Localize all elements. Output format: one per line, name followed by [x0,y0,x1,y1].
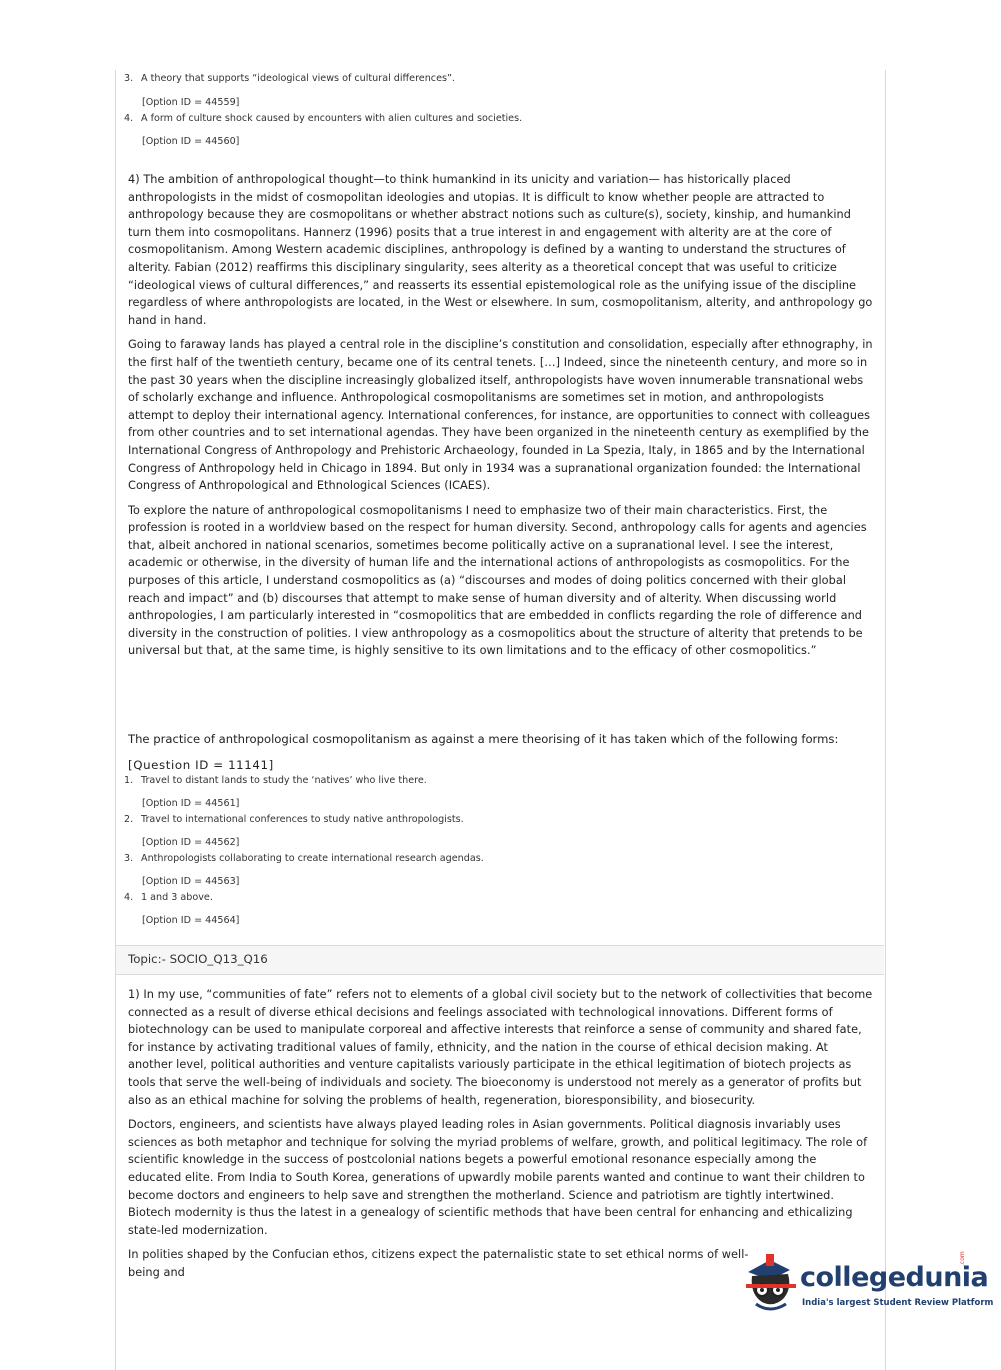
option-item[interactable]: 3. Anthropologists collaborating to create international research agendas. [124,853,484,864]
brand-name: collegedunia [800,1262,989,1293]
option-item[interactable]: 1. Travel to distant lands to study the ‘natives’ who live there. [124,775,427,786]
passage-paragraph: Going to faraway lands has played a central role in the discipline’s constitution and consolidation, especially after ethnography, in the first half of the twentieth century, became one of its central tenets. […] Indeed, since the nineteenth century, and more so in the past 30 years when the discipline increasingly globalized itself, anthropologists have woven innumerable transnational webs of scholarly exchange and influence. Anthropological cosmopolitanisms are sometimes set in motion, and anthropologists attempt to deploy their international agency. International conferences, for instance, are opportunities to connect with colleagues from other countries and to set international agendas. They have been organized in the nineteenth century as exemplified by the International Congress of Anthropology and Prehistoric Archaeology, founded in La Spezia, Italy, in 1865 and by the International Congress of Anthropology held in Chicago in 1894. But only in 1934 was a supranational organization founded: the International Congress of Anthropological and Ethnological Sciences (ICAES). [128,338,873,493]
topic-header [116,945,884,975]
passage-paragraph: 1) In my use, “communities of fate” refers not to elements of a global civil society but to the network of collectivities that become connected as a result of diverse ethical decisions and feelings associated with technological innovations. Different forms of biotechnology can be used to manipulate corporeal and affective interests that reinforce a sense of community and shared fate, for instance by activating traditional values of family, ethnicity, and the nation in the course of ethical decision making. At another level, political authorities and venture capitalists variously participate in the ethical legitimation of biotech projects as tools that serve the well-being of individuals and society. The bioeconomy is understood not merely as a generator of profits but also as an ethical machine for solving the problems of health, regeneration, bioresponsibility, and biosecurity. [128,988,873,1107]
passage-anthropology [128,171,873,667]
passage-paragraph: To explore the nature of anthropological cosmopolitanisms I need to emphasize two of their main characteristics. First, the profession is rooted in a worldview based on the respect for human diversity. Second, anthropology calls for agents and agencies that, albeit anchored in national scenarios, sometimes become politically active on a supranational level. I see the interest, academic or otherwise, in the diversity of human life and the international actions of anthropologists as cosmopolitics. For the purposes of this article, I understand cosmopolitics as (a) “discourses and modes of doing politics concerned with their global reach and impact” and (b) discourses that attempt to make sense of human diversity and of alterity. When discussing world anthropologies, I am particularly interested in “cosmopolitics that are embedded in conflicts regarding the role of difference and diversity in the construction of polities. I view anthropology as a cosmopolitics about the structure of alterity that pretends to be universal but that, at the same time, is highly sensitive to its own limitations and to the efficacy of other cosmopolitics.” [128,503,867,658]
option-item[interactable]: 4. A form of culture shock caused by encounters with alien cultures and societies. [124,113,523,124]
option-id: [Option ID = 44560] [142,136,240,147]
option-item[interactable]: 2. Travel to international conferences to study native anthropologists. [124,814,464,825]
passage-paragraph: In polities shaped by the Confucian ethos, citizens expect the paternalistic state to set ethical norms of well-being and [128,1248,749,1279]
option-id: [Option ID = 44559] [142,97,240,108]
option-item[interactable]: 3. A theory that supports “ideological views of cultural differences”. [124,73,455,84]
passage-biotech [128,986,873,1289]
option-id: [Option ID = 44564] [142,915,240,926]
question-id: [Question ID = 11141] [128,758,274,772]
collegedunia-watermark [740,1250,994,1320]
mascot-icon [740,1250,802,1320]
option-id: [Option ID = 44562] [142,837,240,848]
option-id: [Option ID = 44561] [142,798,240,809]
brand-dotcom: .com [959,1251,966,1266]
question-stem: The practice of anthropological cosmopolitanism as against a mere theorising of it has taken which of the following forms: [128,732,839,746]
passage-paragraph: Doctors, engineers, and scientists have always played leading roles in Asian governments. Political diagnosis invariably uses sciences as both metaphor and technique for solving the myriad problems of welfare, growth, and political legitimacy. The role of scientific knowledge in the success of postcolonial nations begets a powerful emotional resonance especially among the educated elite. From India to South Korea, generations of upwardly mobile parents wanted and continue to want their children to become doctors and engineers to help save and strengthen the motherland. Science and patriotism are tightly intertwined. Biotech modernity is thus the latest in a genealogy of scientific methods that have been central for enhancing and ethicalizing state-led modernization. [128,1118,868,1237]
option-id: [Option ID = 44563] [142,876,240,887]
passage-paragraph: 4) The ambition of anthropological thought—to think humankind in its unicity and variation— has historically placed anthropologists in the midst of cosmopolitan ideologies and utopias. It is difficult to know whether people are attracted to anthropology because they are cosmopolitans or whether abstract notions such as culture(s), society, kinship, and humankind turn them into cosmopolitans. Hannerz (1996) posits that a true interest in and engagement with alterity are at the core of cosmopolitanism. Among Western academic disciplines, anthropology is defined by a wanting to understand the structures of alterity. Fabian (2012) reaffirms this disciplinary singularity, sees alterity as a theoretical concept that was useful to criticize “ideological views of cultural differences,” and reasserts its essential epistemological role as the unifying issue of the discipline regardless of where anthropologists are located, in the West or elsewhere. In sum, cosmopolitanism, alterity, and anthropology go hand in hand. [128,173,873,327]
option-item[interactable]: 4. 1 and 3 above. [124,892,213,903]
topic-label: Topic:- SOCIO_Q13_Q16 [128,952,268,966]
brand-tagline: India's largest Student Review Platform [802,1298,994,1308]
